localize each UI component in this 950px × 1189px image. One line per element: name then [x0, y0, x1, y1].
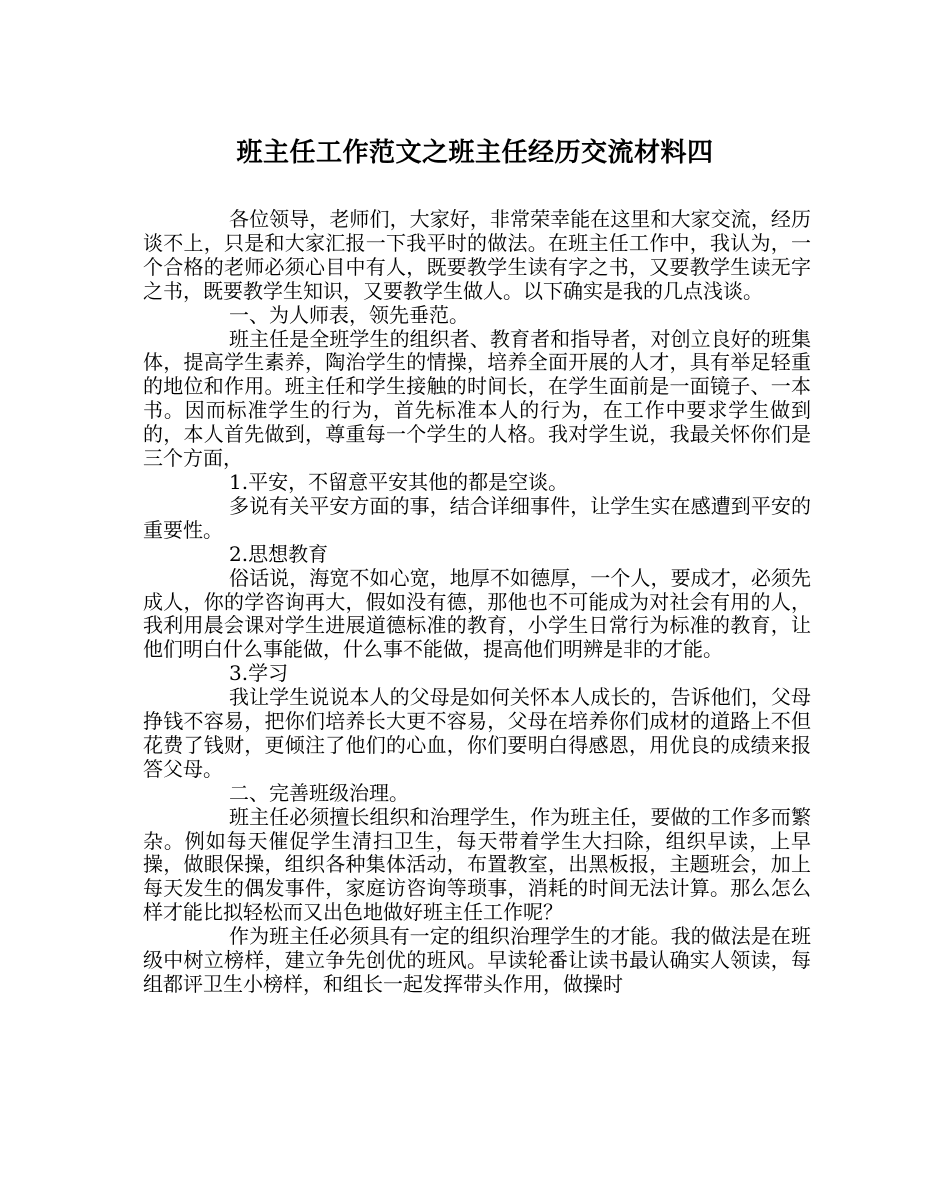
paragraph-moral-education: 俗话说，海宽不如心宽，地厚不如德厚，一个人，要成才，必须先成人，你的学咨询再大，假如没有德，那他也不可能成为对社会有用的人，我利用晨会课对学生进展道德标准的教育，小学生日常行为标准的教育，让他们明白什么事能做，什么事不能做，提高他们明辨是非的才能。	[143, 565, 811, 662]
section-heading-1: 一、为人师表，领先垂范。	[229, 302, 469, 327]
paragraph-leadership: 作为班主任必须具有一定的组织治理学生的才能。我的做法是在班级中树立榜样，建立争先创优的班风。早读轮番让读书最认确实人领读，每组都评卫生小榜样，和组长一起发挥带头作用，做操时	[143, 924, 811, 996]
paragraph-role: 班主任是全班学生的组织者、教育者和指导者，对创立良好的班集体，提高学生素养，陶治学生的情操，培养全面开展的人才，具有举足轻重的地位和作用。班主任和学生接触的时间长，在学生面前是一面镜子、一本书。因而标准学生的行为，首先标准本人的行为，在工作中要求学生做到的，本人首先做到，尊重每一个学生的人格。我对学生说，我最关怀你们是三个方面，	[143, 326, 811, 471]
paragraph-safety: 多说有关平安方面的事，结合详细事件，让学生实在感遭到平安的重要性。	[143, 493, 811, 542]
list-item-moral-education: 2.思想教育	[229, 541, 329, 566]
paragraph-management: 班主任必须擅长组织和治理学生，作为班主任，要做的工作多而繁杂。例如每天催促学生清扫卫生，每天带着学生大扫除，组织早读，上早操，做眼保操，组织各种集体活动，布置教室，出黑板报，主题班会，加上每天发生的偶发事件，家庭访咨询等琐事，消耗的时间无法计算。那么怎么样才能比拟轻松而又出色地做好班主任工作呢？	[143, 804, 811, 925]
list-item-safety: 1.平安，不留意平安其他的都是空谈。	[229, 469, 569, 494]
paragraph-opening: 各位领导，老师们，大家好，非常荣幸能在这里和大家交流，经历谈不上，只是和大家汇报一下我平时的做法。在班主任工作中，我认为，一个合格的老师必须心目中有人，既要教学生读有字之书，又要教学生读无字之书，既要教学生知识，又要教学生做人。以下确实是我的几点浅谈。	[143, 207, 811, 303]
section-heading-2: 二、完善班级治理。	[229, 780, 409, 805]
paragraph-study: 我让学生说说本人的父母是如何关怀本人成长的，告诉他们，父母挣钱不容易，把你们培养长大更不容易，父母在培养你们成材的道路上不但花费了钱财，更倾注了他们的心血，你们要明白得感恩，用优良的成绩来报答父母。	[143, 685, 811, 781]
document-body	[143, 208, 811, 997]
document-title: 班主任工作范文之班主任经历交流材料四	[236, 138, 714, 168]
list-item-study: 3.学习	[229, 661, 289, 686]
